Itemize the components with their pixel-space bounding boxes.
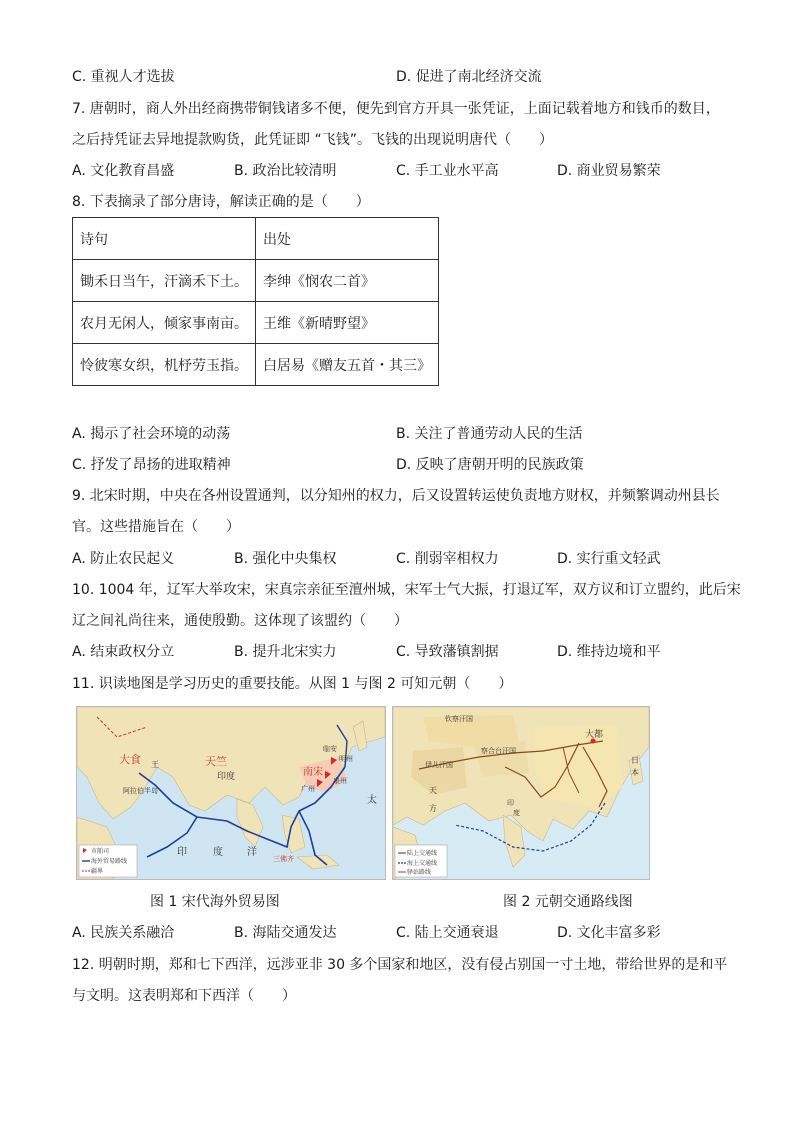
q11-stem: 11. 识读地图是学习历史的重要技能。从图 1 与图 2 可知元朝（ ） bbox=[72, 676, 513, 692]
map2-label: 察合台汗国 bbox=[481, 747, 516, 755]
q11-option-c: C. 陆上交通衰退 bbox=[396, 925, 499, 941]
q12-stem-line1: 12. 明朝时期，郑和七下西洋，远涉亚非 30 多个国家和地区，没有侵占别国一寸土地，带给世界的是和平 bbox=[72, 957, 728, 973]
table-cell-poem: 怜彼寒女织，机杼劳玉指。 bbox=[73, 344, 256, 386]
map2-label: 大都 bbox=[585, 730, 604, 740]
map2-label: 天 bbox=[429, 786, 437, 795]
q7-option-a: A. 文化教育昌盛 bbox=[72, 163, 175, 179]
q9-option-c: C. 削弱宰相权力 bbox=[396, 551, 499, 567]
map2-label: 方 bbox=[429, 804, 437, 813]
q7-stem-line1: 7. 唐朝时，商人外出经商携带铜钱诸多不便，便先到官方开具一张凭证，上面记载着地方和钱币的数目， bbox=[72, 101, 720, 117]
map2-label: 度 bbox=[513, 809, 520, 817]
map2-label: 日 bbox=[631, 756, 639, 765]
map1-label: 王 bbox=[151, 760, 159, 769]
q9-option-d: D. 实行重文轻武 bbox=[557, 551, 661, 567]
map1-label: 洋 bbox=[247, 847, 257, 858]
q10-stem-line1: 10. 1004 年，辽军大举攻宋，宋真宗亲征至澶州城，宋军士气大振，打退辽军，双方议和订立盟约，此后宋 bbox=[72, 582, 741, 598]
map1-label: 阿拉伯半岛 bbox=[123, 787, 158, 795]
legend-label: 海外贸易路线 bbox=[91, 858, 128, 865]
q10-stem-line2: 辽之间礼尚往来，通使殷勤。这体现了该盟约（ ） bbox=[72, 613, 408, 629]
q6-option-d: D. 促进了南北经济交流 bbox=[396, 69, 542, 85]
table-header-row bbox=[73, 218, 439, 260]
map1-label: 临安 bbox=[323, 745, 337, 753]
map1-label: 三佛齐 bbox=[273, 855, 294, 863]
map1-drawing bbox=[77, 707, 385, 879]
q9-option-a: A. 防止农民起义 bbox=[72, 551, 175, 567]
song-maritime-trade-map bbox=[76, 706, 386, 880]
q7-stem-line2: 之后持凭证去异地提款购货，此凭证即 “飞钱”。飞钱的出现说明唐代（ ） bbox=[72, 132, 553, 148]
map1-label: 广州 bbox=[301, 785, 315, 793]
legend-label: 陆上交通线 bbox=[407, 850, 438, 857]
yuan-traffic-route-map bbox=[392, 706, 650, 880]
q9-stem-line1: 9. 北宋时期，中央在各州设置通判，以分知州的权力，后又设置转运使负责地方财权，并频繁调动州县长 bbox=[72, 488, 720, 504]
table-cell-source: 王维《新晴野望》 bbox=[256, 302, 439, 344]
table-cell-source: 白居易《赠友五首・其三》 bbox=[256, 344, 439, 386]
map1-label: 南宋 bbox=[303, 767, 323, 778]
map1-label: 大食 bbox=[119, 753, 141, 766]
legend-label: 疆界 bbox=[91, 868, 104, 875]
q10-option-b: B. 提升北宋实力 bbox=[234, 644, 337, 660]
map2-drawing bbox=[393, 707, 649, 879]
q8-option-c: C. 抒发了昂扬的进取精神 bbox=[72, 457, 231, 473]
legend-label: 海上交通线 bbox=[407, 860, 438, 867]
table-row bbox=[73, 302, 439, 344]
table-cell-poem: 农月无闲人，倾家事南亩。 bbox=[73, 302, 256, 344]
q11-option-b: B. 海陆交通发达 bbox=[234, 925, 337, 941]
q10-option-d: D. 维持边境和平 bbox=[557, 644, 661, 660]
q8-option-b: B. 关注了普通劳动人民的生活 bbox=[396, 426, 583, 442]
table-row bbox=[73, 260, 439, 302]
table-row bbox=[73, 344, 439, 386]
q12-stem-line2: 与文明。这表明郑和下西洋（ ） bbox=[72, 988, 296, 1004]
map1-caption: 图 1 宋代海外贸易图 bbox=[150, 894, 280, 910]
map1-label: 泉州 bbox=[333, 777, 347, 785]
q8-option-d: D. 反映了唐朝开明的民族政策 bbox=[396, 457, 584, 473]
map1-label: 度 bbox=[213, 847, 223, 858]
table-header-cell: 诗句 bbox=[73, 218, 256, 260]
table-cell-source: 李绅《悯农二首》 bbox=[256, 260, 439, 302]
q7-option-b: B. 政治比较清明 bbox=[234, 163, 337, 179]
q7-option-c: C. 手工业水平高 bbox=[396, 163, 499, 179]
map1-label: 天竺 bbox=[205, 755, 227, 768]
map2-caption: 图 2 元朝交通路线图 bbox=[503, 894, 633, 910]
map1-label: 印度 bbox=[217, 772, 236, 782]
map2-label: 印 bbox=[507, 799, 514, 807]
map2-label: 本 bbox=[631, 768, 639, 777]
table-header-cell: 出处 bbox=[256, 218, 439, 260]
q11-option-a: A. 民族关系融洽 bbox=[72, 925, 175, 941]
q10-option-a: A. 结束政权分立 bbox=[72, 644, 175, 660]
q9-option-b: B. 强化中央集权 bbox=[234, 551, 337, 567]
legend-label: 驿站路线 bbox=[407, 869, 432, 876]
q11-option-d: D. 文化丰富多彩 bbox=[557, 925, 661, 941]
map1-label: 印 bbox=[177, 847, 187, 858]
q10-option-c: C. 导致藩镇割据 bbox=[396, 644, 499, 660]
map1-label: 太 bbox=[367, 795, 377, 806]
q9-stem-line2: 官。这些措施旨在（ ） bbox=[72, 519, 240, 535]
legend-label: 市舶司 bbox=[91, 848, 110, 855]
poem-table bbox=[72, 217, 439, 386]
q8-stem: 8. 下表摘录了部分唐诗，解读正确的是（ ） bbox=[72, 194, 370, 210]
map2-label: 钦察汗国 bbox=[445, 715, 473, 723]
q7-option-d: D. 商业贸易繁荣 bbox=[557, 163, 661, 179]
q6-option-c: C. 重视人才选拔 bbox=[72, 69, 175, 85]
table-cell-poem: 锄禾日当午，汗滴禾下土。 bbox=[73, 260, 256, 302]
q8-option-a: A. 揭示了社会环境的动荡 bbox=[72, 426, 231, 442]
map1-label: 明州 bbox=[339, 755, 353, 763]
map2-label: 伊儿汗国 bbox=[425, 761, 453, 769]
